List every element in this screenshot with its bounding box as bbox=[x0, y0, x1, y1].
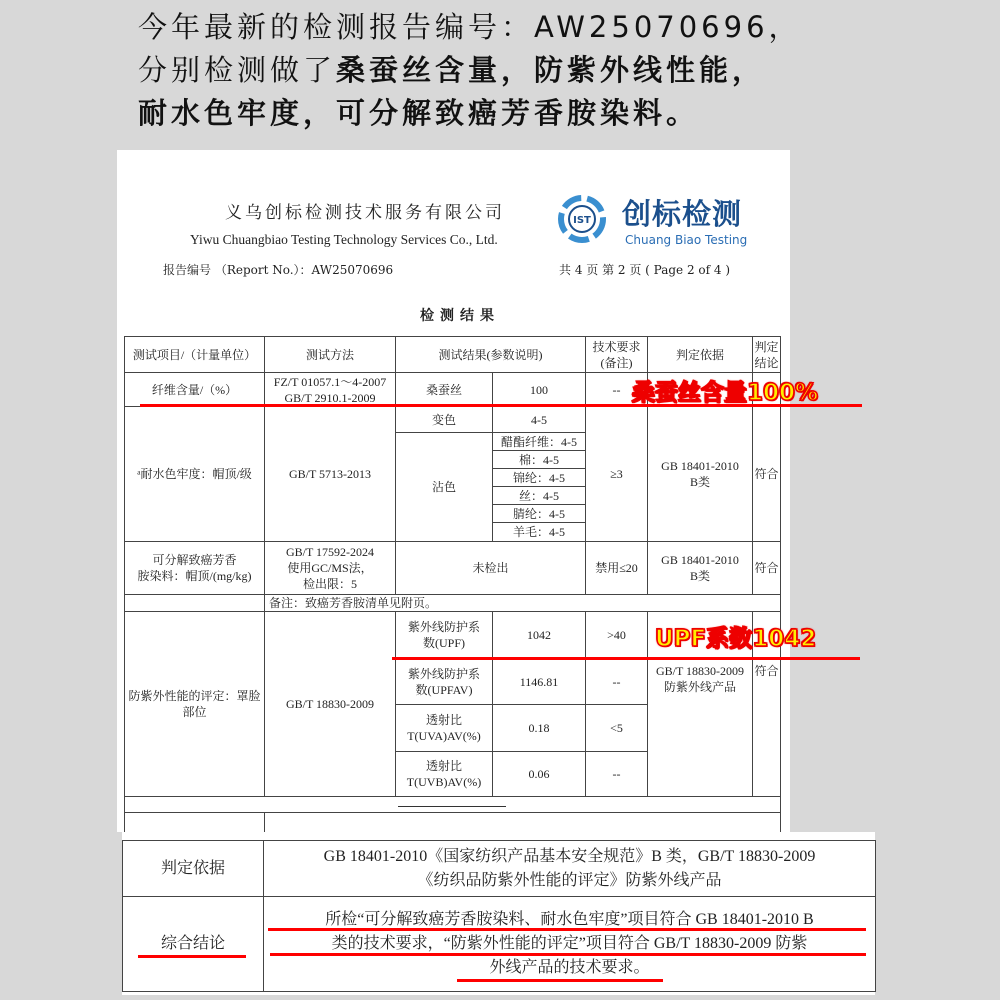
header-basis: 判定依据 bbox=[648, 337, 753, 373]
header-conclusion: 判定结论 bbox=[753, 337, 781, 373]
fiber-method-1: FZ/T 01057.1～4-2007 bbox=[273, 374, 387, 389]
color-req: ≥3 bbox=[586, 407, 648, 542]
basis-text-1: GB 18401-2010《国家纺织产品基本安全规范》B 类，GB/T 18830-2009 bbox=[323, 847, 816, 865]
fiber-method-2: GB/T 2910.1-2009 bbox=[284, 390, 376, 405]
divider-line bbox=[398, 806, 506, 807]
uv-param bbox=[396, 705, 493, 752]
azo-method-1: GB/T 17592-2024 bbox=[285, 545, 375, 559]
color-basis-2: B类 bbox=[689, 475, 710, 489]
highlight-underline bbox=[268, 928, 866, 931]
results-table bbox=[124, 336, 781, 833]
azo-value: 未检出 bbox=[396, 542, 586, 595]
uv-param-1: 透射比 bbox=[425, 713, 462, 727]
azo-req: 禁用≤20 bbox=[586, 542, 648, 595]
uv-item: 防紫外性能的评定：罩脸部位 bbox=[125, 612, 265, 797]
azo-method bbox=[265, 542, 396, 595]
uv-param bbox=[396, 752, 493, 797]
section-title: 检测结果 bbox=[420, 308, 500, 324]
azo-basis bbox=[648, 542, 753, 595]
highlight-underline bbox=[392, 657, 860, 660]
color-result: 符合 bbox=[753, 407, 781, 542]
color-item: ᵃ耐水色牢度：帽顶/级 bbox=[125, 407, 265, 542]
note-empty bbox=[125, 595, 265, 612]
uv-value: 0.06 bbox=[493, 752, 586, 797]
logo-text-cn: 创标检测 bbox=[622, 197, 743, 231]
headline-line1: 今年最新的检测报告编号：AW25070696， bbox=[138, 10, 802, 44]
headline-line2-bold: 桑蚕丝含量，防紫外线性能， bbox=[336, 53, 766, 87]
azo-basis-2: B类 bbox=[689, 569, 710, 583]
conclusion-label: 综合结论 bbox=[123, 897, 264, 992]
basis-text-2: 《纺织品防紫外性能的评定》防紫外线产品 bbox=[417, 871, 722, 889]
uv-req: -- bbox=[586, 752, 648, 797]
promo-headline bbox=[138, 6, 878, 135]
azo-item-1: 可分解致癌芳香 bbox=[152, 553, 237, 567]
basis-label: 判定依据 bbox=[123, 841, 264, 897]
stain-value: 醋酯纤维：4-5 bbox=[493, 433, 586, 451]
uv-method: GB/T 18830-2009 bbox=[265, 612, 396, 797]
logo-icon bbox=[558, 195, 606, 243]
azo-result: 符合 bbox=[753, 542, 781, 595]
table-header-row bbox=[125, 337, 781, 373]
azo-basis-1: GB 18401-2010 bbox=[661, 553, 739, 567]
color-basis-1: GB 18401-2010 bbox=[661, 459, 739, 473]
uv-value: 1042 bbox=[493, 612, 586, 659]
stain-value: 丝：4-5 bbox=[493, 487, 586, 505]
uv-param-1: 透射比 bbox=[425, 759, 462, 773]
uv-param-1: 紫外线防护系 bbox=[407, 666, 480, 681]
upf-callout: UPF系数1042 bbox=[655, 626, 817, 652]
stain-value: 腈纶：4-5 bbox=[493, 505, 586, 523]
conclusion-text-1: 所检“可分解致癌芳香胺染料、耐水色牢度”项目符合 GB 18401-2010 B bbox=[325, 911, 814, 928]
header-requirement: 技术要求(备注) bbox=[586, 337, 648, 373]
highlight-underline bbox=[457, 979, 663, 982]
color-change-value: 4-5 bbox=[493, 407, 586, 433]
summary-panel bbox=[122, 832, 875, 995]
table-row-azo bbox=[125, 542, 781, 595]
report-number: 报告编号 （Report No.）：AW25070696 bbox=[163, 263, 394, 277]
conclusion-text-3: 外线产品的技术要求。 bbox=[489, 959, 650, 976]
stain-value: 羊毛：4-5 bbox=[493, 523, 586, 542]
company-name-cn: 义乌创标检测技术服务有限公司 bbox=[225, 203, 505, 223]
uv-basis-1: GB/T 18830-2009 bbox=[655, 664, 745, 678]
color-change-label: 变色 bbox=[396, 407, 493, 433]
highlight-underline bbox=[138, 955, 246, 958]
uv-value: 1146.81 bbox=[493, 659, 586, 705]
uv-basis bbox=[648, 659, 753, 797]
header-result: 测试结果(参数说明) bbox=[396, 337, 586, 373]
conclusion-text bbox=[264, 897, 876, 992]
uv-result: 符合 bbox=[753, 659, 781, 797]
highlight-underline bbox=[270, 953, 866, 956]
azo-method-2: 使用GC/MS法， bbox=[287, 561, 373, 575]
logo-text-en: Chuang Biao Testing bbox=[625, 233, 748, 247]
blank-row bbox=[125, 797, 781, 813]
fiber-param: 桑蚕丝 bbox=[396, 373, 493, 407]
color-stain-label: 沾色 bbox=[396, 433, 493, 542]
fiber-req: -- bbox=[586, 373, 648, 407]
header-item: 测试项目/（计量单位） bbox=[125, 337, 265, 373]
azo-item bbox=[125, 542, 265, 595]
summary-table bbox=[122, 840, 876, 992]
fiber-item: 纤维含量/（%） bbox=[125, 373, 265, 407]
fiber-method bbox=[265, 373, 396, 407]
header-method: 测试方法 bbox=[265, 337, 396, 373]
uv-param-2: T(UVB)AV(%) bbox=[406, 775, 482, 789]
logo-badge: IST bbox=[573, 215, 591, 226]
color-basis bbox=[648, 407, 753, 542]
table-row-color bbox=[125, 407, 781, 433]
stain-value: 棉：4-5 bbox=[493, 451, 586, 469]
uv-param bbox=[396, 659, 493, 705]
uv-req: -- bbox=[586, 659, 648, 705]
azo-method-3: 检出限：5 bbox=[302, 577, 357, 591]
page-indicator: 共 4 页 第 2 页 ( Page 2 of 4 ) bbox=[559, 263, 731, 277]
uv-value: 0.18 bbox=[493, 705, 586, 752]
azo-item-2: 胺染料：帽顶/(mg/kg) bbox=[137, 569, 252, 583]
headline-line2-prefix: 分别检测做了 bbox=[138, 53, 337, 87]
uv-param-2: 数(UPFAV) bbox=[415, 682, 473, 697]
uv-basis-2: 防紫外线产品 bbox=[663, 680, 736, 694]
stain-value: 锦纶：4-5 bbox=[493, 469, 586, 487]
uv-req: <5 bbox=[586, 705, 648, 752]
basis-text bbox=[264, 841, 876, 897]
uv-param-2: 数(UPF) bbox=[422, 636, 465, 650]
uv-param bbox=[396, 612, 493, 659]
uv-req: >40 bbox=[586, 612, 648, 659]
headline-line3: 耐水色牢度，可分解致癌芳香胺染料。 bbox=[138, 96, 700, 130]
table-row-note bbox=[125, 595, 781, 612]
color-method: GB/T 5713-2013 bbox=[265, 407, 396, 542]
cut-row bbox=[265, 813, 781, 833]
fiber-value: 100 bbox=[493, 373, 586, 407]
silk-content-callout: 桑蚕丝含量100% bbox=[632, 380, 819, 406]
company-name-en: Yiwu Chuangbiao Testing Technology Services Co., Ltd. bbox=[190, 232, 498, 247]
uv-param-1: 紫外线防护系 bbox=[407, 620, 480, 634]
uv-param-2: T(UVA)AV(%) bbox=[407, 729, 481, 743]
azo-note: 备注：致癌芳香胺清单见附页。 bbox=[265, 595, 781, 612]
cut-row bbox=[125, 813, 265, 833]
conclusion-text-2: 类的技术要求，“防紫外性能的评定”项目符合 GB/T 18830-2009 防紫 bbox=[331, 935, 808, 952]
